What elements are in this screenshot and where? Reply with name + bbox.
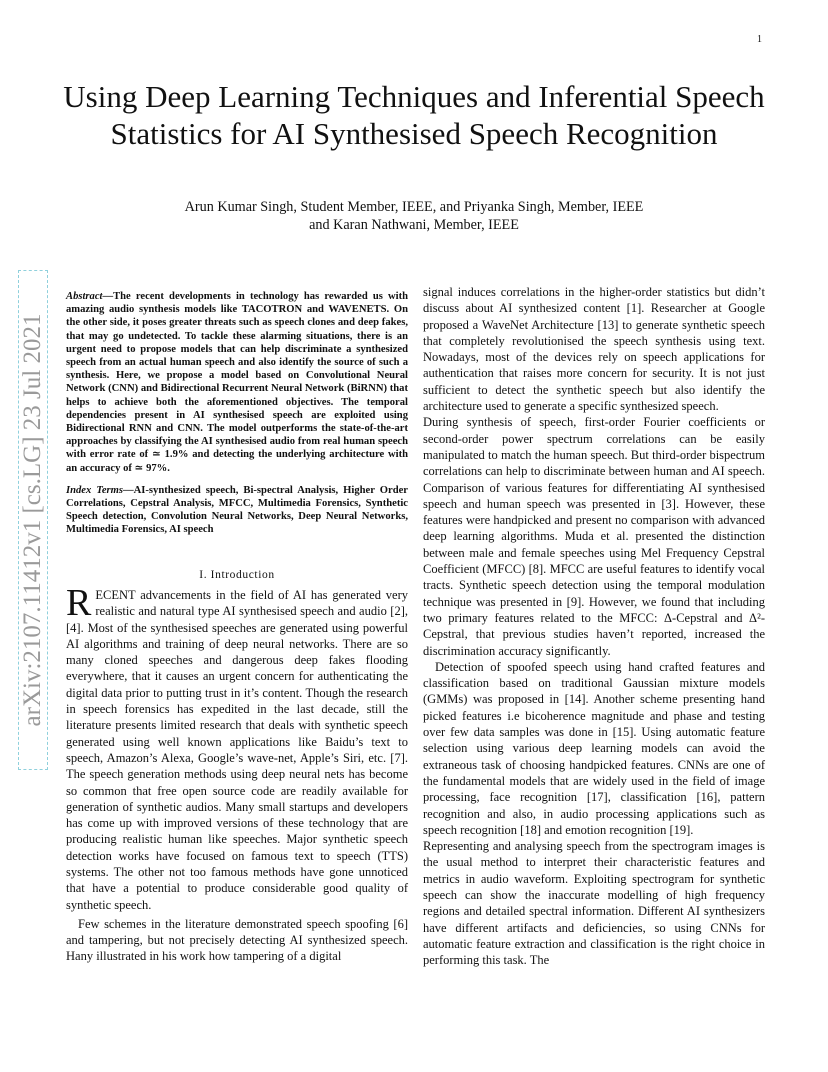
- author-block: [60, 198, 768, 234]
- right-column: [423, 284, 765, 968]
- drop-cap: R: [66, 581, 92, 624]
- abstract-label: Abstract: [66, 291, 103, 302]
- authors-line-2: and Karan Nathwani, Member, IEEE: [309, 217, 519, 233]
- right-paragraph-4: Representing and analysing speech from the spectrogram images is the usual method to interpret their characteristic features and metrics in audio waveform. Exploiting spectrogram for synthetic speech can show the inaccurate modelling of high frequency regions and detailed spectral information. Different AI synthesizers have different artifacts and deficiencies, so using CNNs for automatic feature extraction and classification is the right choice in performing this task. The: [423, 839, 765, 968]
- left-column: [66, 284, 408, 965]
- abstract: [66, 290, 408, 475]
- index-terms-label: Index Terms: [66, 484, 124, 496]
- index-terms: [66, 484, 408, 537]
- intro-paragraph-1: [66, 581, 408, 913]
- index-terms-text: —AI-synthesized speech, Bi-spectral Analysis, Higher Order Correlations, Cepstral Analysis, MFCC, Multimedia Forensics, Synthetic Speech detection, Convolution Neural Networks, Deep Neural Networks, Multimedia Forensics, AI speech: [66, 484, 408, 536]
- arxiv-stamp: arXiv:2107.11412v1 [cs.LG] 23 Jul 2021: [19, 313, 46, 727]
- right-paragraph-3: Detection of spoofed speech using hand crafted features and classification based on traditional Gaussian mixture models (GMMs) was proposed in [14]. Another scheme presenting hand picked features i.e bicoherence magnitude and phase and testing over few data samples was done in [15]. Using automatic feature selection using various deep learning models can avoid the extraneous task of choosing handpicked features. CNNs are one of the fundamental models that are widely used in the field of image processing, face recognition [17], classification [16], pattern recognition and also, in audio processing applications such as speech recognition [18] and emotion recognition [19].: [423, 659, 765, 837]
- section-heading: I. Introduction: [199, 568, 275, 581]
- intro-paragraph-2: Few schemes in the literature demonstrated speech spoofing [6] and tampering, but not precisely detecting AI synthesized speech. Hany illustrated in his work how tampering of a digital: [66, 916, 408, 964]
- right-paragraph-2: During synthesis of speech, first-order Fourier coefficients or second-order power spectrum correlations can be easily manipulated to match the human speech. But third-order bispectrum correlations can help to discriminate between human and AI speech. Comparison of various features for differentiating AI synthesised speech and human speech was presented in [3]. However, these features were handpicked and present no comparison with advanced deep learning algorithms. Muda et al. presented the distinction between male and female speeches using Mel Frequency Cepstral Coefficient (MFCC) [8]. MFCC are useful features to identify vocal tracts. Synthetic speech detection using the temporal modulation technique was presented in [9]. However, we found that including two primary features related to the MFCC: Δ-Cepstral and Δ²-Cepstral, that previous studies haven’t reported, increased the discrimination accuracy significantly.: [423, 415, 765, 658]
- paper-title: Using Deep Learning Techniques and Inferential Speech Statistics for AI Synthesised Speech Recognition: [63, 79, 765, 151]
- right-paragraph-1: signal induces correlations in the higher-order statistics but didn’t discuss about AI synthesized content [1]. Researcher at Google proposed a WaveNet Architecture [13] to generate synthetic speech that completely revolutionised the speech synthesis using text. Nowadays, most of the devices rely on speech applications for authentication that raises more concern for security. It is not just sufficient to detect the synthetic speech but also identify the architecture used to generate a specific synthesized speech.: [423, 285, 765, 414]
- page-number: 1: [757, 34, 762, 45]
- intro-paragraph-1-text: ECENT advancements in the field of AI has generated very realistic and natural type AI synthesised speech and audio [2], [4]. Most of the synthesised speeches are generated using powerful AI algorithms and training of deep neural networks. There are so many cloned speeches and dangerous deep fakes flooding everywhere, that it causes an urgent concern for authenticating the digital data prior to putting trust in it’s content. Though the research in speech forensics has expedited in the last decade, still the literature presents limited research that deals with synthetic speech generated using well known applications like Baidu’s text to speech, Amazon’s Alexa, Google’s wave-net, Apple’s Siri, etc. [7]. The speech generation methods using deep neural nets has become so common that free open source code are readily available for generation of synthetic audios. Many small startups and developers has come up with improved versions of these technology that are producing realistic human like speeches. Major synthetic speech detection works have focused on famous text to speech (TTS) systems. The other not too famous methods have gone unnoticed that have a potential to produce considerable good quality of synthetic speech.: [66, 587, 408, 912]
- abstract-text: —The recent developments in technology has rewarded us with amazing audio synthesis models like TACOTRON and WAVENETS. On the other side, it poses greater threats such as speech clones and deep fakes, that may go undetected. To tackle these alarming situations, there is an urgent need to propose models that can help discriminate a synthesized speech from an actual human speech and also identify the source of such a synthesis. Here, we propose a model based on Convolutional Neural Network (CNN) and Bidirectional Recurrent Neural Network (BiRNN) that helps to achieve both the aforementioned objectives. The temporal dependencies present in AI synthesised speech are exploited using Bidirectional RNN and CNN. The model outperforms the state-of-the-art approaches by classifying the AI synthesised audio from real human speech with error rate of ≃ 1.9% and detecting the underlying architecture with an accuracy of ≃ 97%.: [66, 291, 408, 474]
- authors-line-1: Arun Kumar Singh, Student Member, IEEE, and Priyanka Singh, Member, IEEE: [184, 199, 644, 215]
